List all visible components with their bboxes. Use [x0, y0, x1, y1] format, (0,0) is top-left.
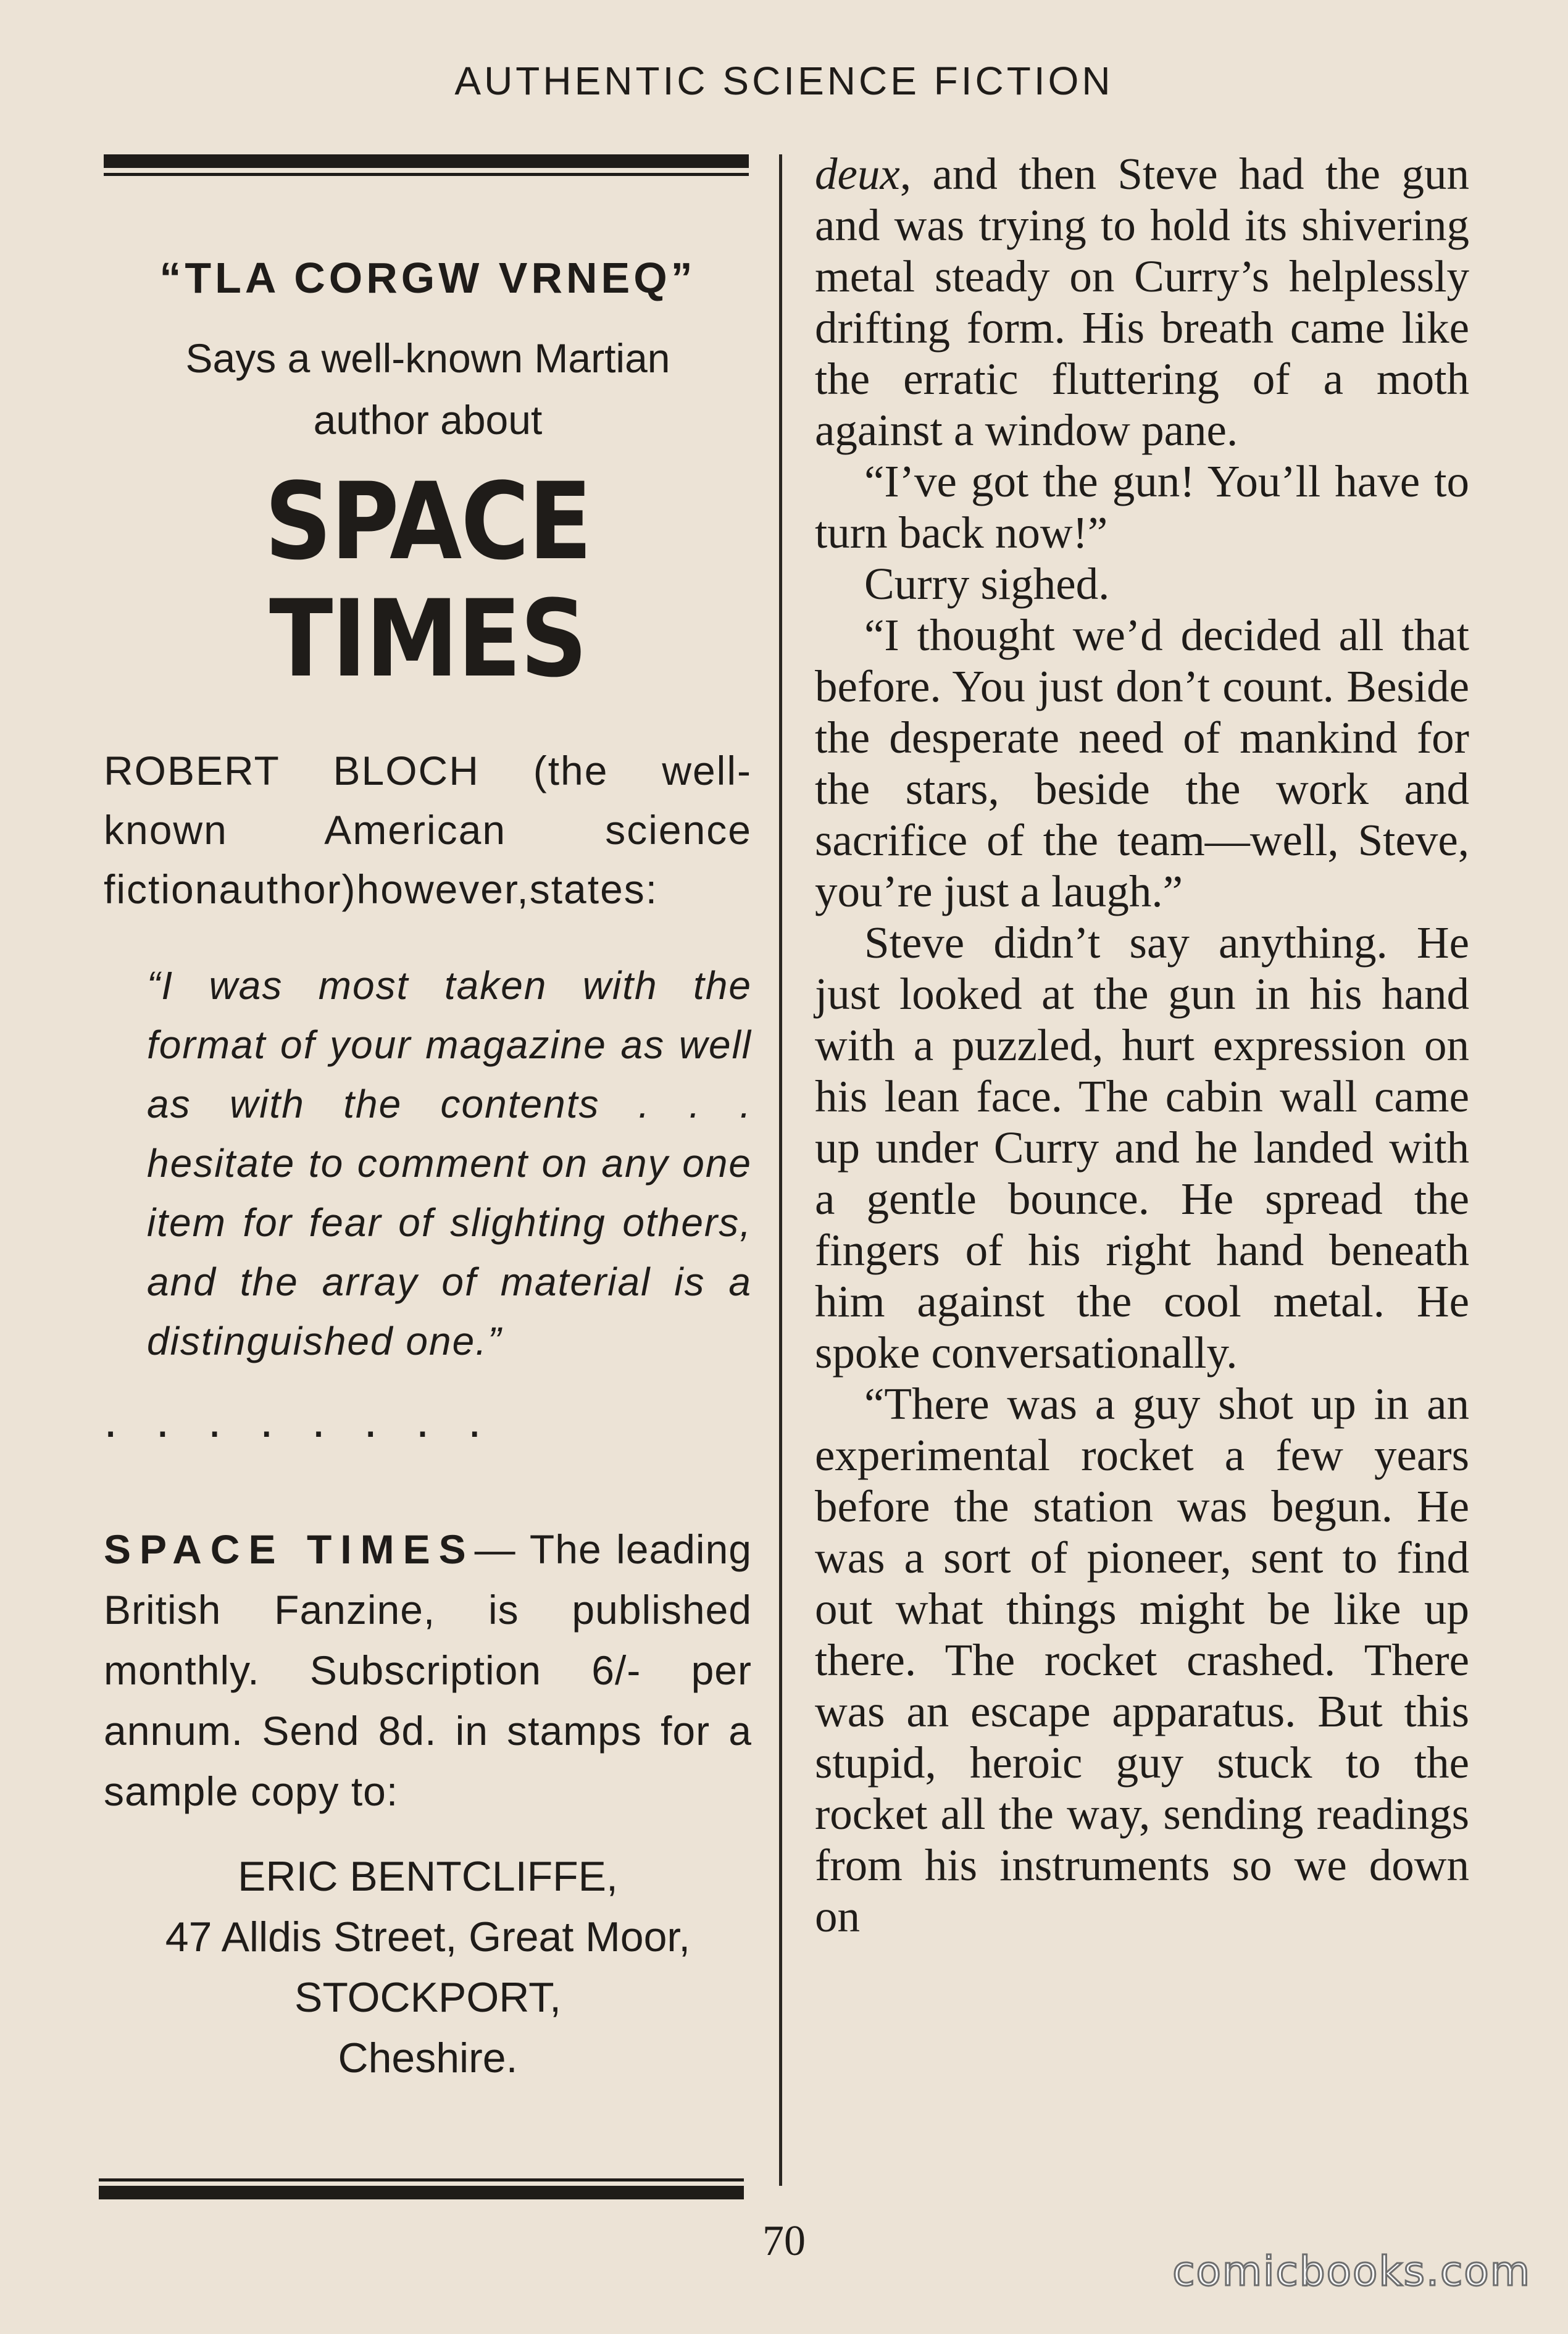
address-line: Cheshire.: [338, 2035, 518, 2081]
ad-says-line-1: Says a well-known Martian: [185, 335, 670, 381]
ad-big-title: SPACE TIMES: [264, 459, 591, 701]
bottom-rule-thin: [99, 2178, 744, 2181]
address-line: STOCKPORT,: [294, 1974, 562, 2021]
column-divider: [779, 154, 782, 2186]
top-rule: [104, 154, 749, 168]
ad-blurb: [104, 1519, 752, 1822]
ad-says-text: [104, 327, 752, 451]
ad-testimonial: “I was most taken with the format of your magazine as well as with the contents . . . hesitate to comment on any one item for fear of slighting others, and the array of material is a distinguished one.”: [147, 963, 752, 1363]
story-paragraph: Curry sighed.: [864, 559, 1110, 609]
story-paragraph: “I thought we’d decided all that before. You just don’t count. Beside the desperate need of mankind for the stars, beside the work and sacrifice of the team—well, Steve, you’re just a laugh.”: [815, 610, 1469, 916]
address-line: ERIC BENTCLIFFE,: [238, 1853, 618, 1900]
ad-address: [104, 1846, 752, 2088]
italic-word: deux: [815, 149, 900, 199]
top-rule-thin: [104, 173, 749, 176]
address-line: 47 Alldis Street, Great Moor,: [165, 1914, 691, 1960]
ad-quote-title: “TLA CORGW VRNEQ”: [159, 254, 696, 302]
story-column: [815, 148, 1469, 1942]
ad-blurb-title: SPACE TIMES: [104, 1526, 475, 1572]
ad-bloch-text: ROBERT BLOCH (the well-known American science fictionauthor)however,states:: [104, 748, 752, 912]
ad-dot-separator: ........: [104, 1392, 520, 1447]
story-paragraph: Steve didn’t say anything. He just looked at the gun in his hand with a puzzled, hurt expression on his lean face. The cabin wall came up under Curry and he landed with a gentle bounce. He spread the fingers of his right hand beneath him against the cool metal. He spoke conversationally.: [815, 918, 1469, 1378]
story-paragraph: “There was a guy shot up in an experimental rocket a few years before the station was begun. He was a sort of pioneer, sent to find out what things might be like up there. The rocket crashed. There was an escape apparatus. But this stupid, heroic guy stuck to the rocket all the way, sending readings from his instruments so we down on: [815, 1379, 1469, 1941]
space-times-advertisement: [104, 253, 752, 2088]
bottom-rule: [99, 2186, 744, 2199]
watermark: comicbooks.com: [1172, 2248, 1531, 2295]
ad-blurb-text: — The leading British Fanzine, is published monthly. Subscription 6/- per annum. Send 8d. in stamps for a sample copy to:: [104, 1526, 752, 1814]
story-paragraph: “I’ve got the gun! You’ll have to turn back now!”: [815, 456, 1469, 558]
page-number: 70: [762, 2217, 806, 2265]
story-paragraph: deux, and then Steve had the gun and was trying to hold its shivering metal steady on Curry’s helplessly drifting form. His breath came like the erratic fluttering of a moth against a window pane.: [815, 149, 1469, 455]
ad-says-line-2: author about: [313, 397, 543, 443]
running-head: AUTHENTIC SCIENCE FICTION: [454, 59, 1114, 103]
